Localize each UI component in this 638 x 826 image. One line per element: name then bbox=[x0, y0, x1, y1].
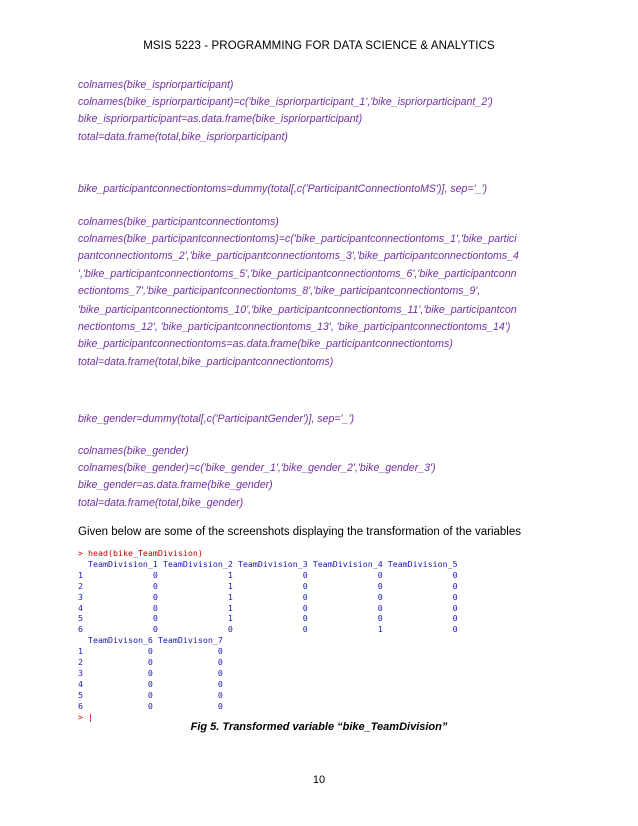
code-block-ispriorparticipant bbox=[78, 77, 568, 146]
console-row: 2 0 1 0 0 0 bbox=[78, 580, 458, 591]
code-line: colnames(bike_gender) bbox=[78, 445, 189, 457]
console-command: > head(bike_TeamDivision) bbox=[78, 548, 203, 558]
console-row: 6 0 0 0 1 0 bbox=[78, 624, 458, 635]
code-line: ectiontoms_7','bike_participantconnectiontoms_8','bike_participantconnectiontoms_9', bbox=[78, 284, 481, 297]
console-row: 3 0 0 bbox=[78, 667, 223, 678]
console-row: 6 0 0 bbox=[78, 700, 223, 711]
code-line: 'bike_participantconnectiontoms_10','bike_participantconnectiontoms_11','bike_participantcon bbox=[78, 304, 517, 316]
page-header: MSIS 5223 - PROGRAMMING FOR DATA SCIENCE & ANALYTICS bbox=[143, 40, 495, 52]
code-line: colnames(bike_participantconnectiontoms)=c('bike_participantconnectiontoms_1','bike_partici bbox=[78, 233, 517, 246]
console-row: 1 0 0 bbox=[78, 646, 223, 657]
code-line: total=data.frame(total,bike_gender) bbox=[78, 496, 244, 509]
code-line: nectiontoms_12', 'bike_participantconnectiontoms_13', 'bike_participantconnectiontoms_14') bbox=[78, 321, 511, 334]
code-block-gender-dummy bbox=[78, 411, 568, 428]
code-line: colnames(bike_ispriorparticipant)=c('bike_ispriorparticipant_1','bike_ispriorparticipant_2') bbox=[78, 96, 493, 109]
console-row: 3 0 1 0 0 0 bbox=[78, 591, 458, 602]
console-row: 4 0 1 0 0 0 bbox=[78, 602, 458, 613]
body-paragraph: Given below are some of the screenshots displaying the transformation of the variables bbox=[78, 526, 521, 538]
console-row: 1 0 1 0 0 0 bbox=[78, 569, 458, 580]
code-line: bike_gender=dummy(total[,c('ParticipantGender')], sep='_') bbox=[78, 413, 355, 425]
console-row: 4 0 0 bbox=[78, 678, 223, 689]
code-block-connection-rest bbox=[78, 302, 568, 371]
code-line: bike_ispriorparticipant=as.data.frame(bike_ispriorparticipant) bbox=[78, 113, 363, 126]
console-header-row: TeamDivison_6 TeamDivison_7 bbox=[78, 635, 223, 646]
console-prompt: > | bbox=[78, 711, 93, 722]
code-line: colnames(bike_ispriorparticipant) bbox=[78, 79, 234, 91]
console-header-row: TeamDivision_1 TeamDivision_2 TeamDivision_3 TeamDivision_4 TeamDivision_5 bbox=[78, 558, 458, 569]
code-line: bike_participantconnectiontoms=dummy(total[,c('ParticipantConnectiontoMS')], sep='_') bbox=[78, 183, 488, 195]
code-line: colnames(bike_participantconnectiontoms) bbox=[78, 216, 279, 228]
code-block-gender-colnames bbox=[78, 443, 568, 512]
code-line: bike_gender=as.data.frame(bike_gender) bbox=[78, 479, 273, 492]
console-row: 5 0 1 0 0 0 bbox=[78, 613, 458, 624]
console-row: 2 0 0 bbox=[78, 657, 223, 668]
page-number: 10 bbox=[312, 774, 326, 786]
figure-caption: Fig 5. Transformed variable “bike_TeamDivision” bbox=[190, 721, 448, 733]
code-line: pantconnectiontoms_2','bike_participantconnectiontoms_3','bike_participantconnectiontoms_4 bbox=[78, 250, 519, 263]
code-line: total=data.frame(total,bike_ispriorparticipant) bbox=[78, 130, 288, 143]
code-block-connection-colnames bbox=[78, 214, 568, 300]
code-line: total=data.frame(total,bike_participantconnectiontoms) bbox=[78, 355, 334, 368]
console-row: 5 0 0 bbox=[78, 689, 223, 700]
code-line: bike_participantconnectiontoms=as.data.frame(bike_participantconnectiontoms) bbox=[78, 338, 453, 351]
code-block-connection-dummy bbox=[78, 181, 568, 198]
code-line: ','bike_participantconnectiontoms_5','bike_participantconnectiontoms_6','bike_participantconn bbox=[78, 267, 517, 280]
code-line: colnames(bike_gender)=c('bike_gender_1','bike_gender_2','bike_gender_3') bbox=[78, 462, 436, 475]
r-console-screenshot bbox=[78, 548, 568, 723]
